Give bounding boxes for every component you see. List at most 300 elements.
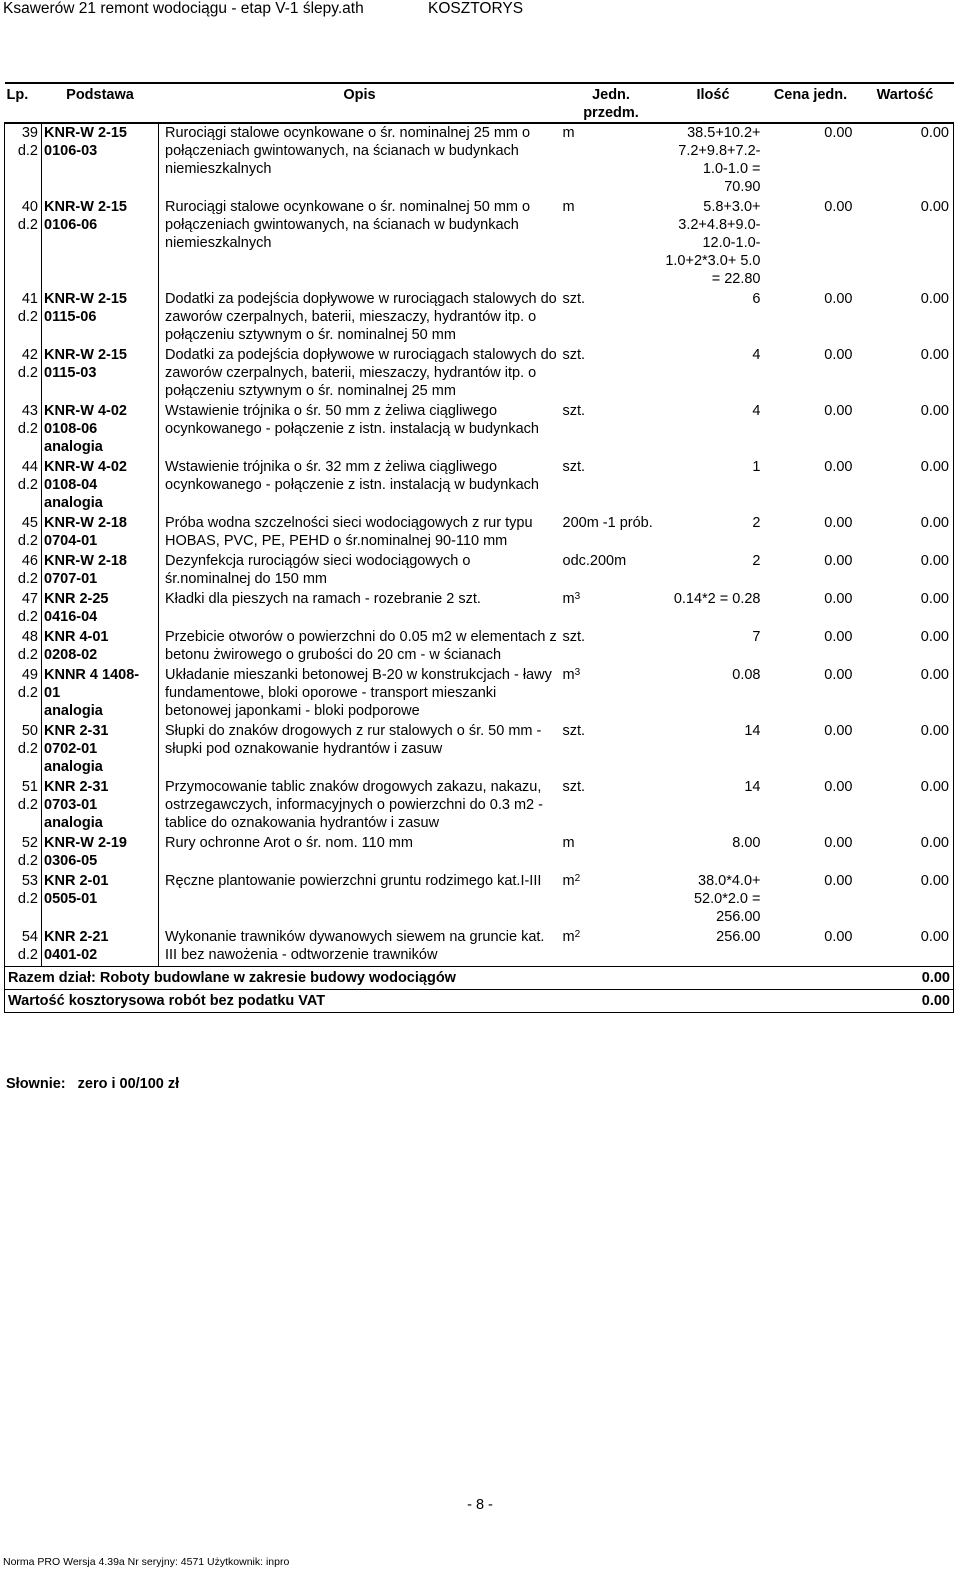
row-lp-lp: 51 — [21, 779, 38, 795]
row-podstawa-podstawa2: 0704-01 — [44, 533, 98, 549]
row-lp-lp: 54 — [21, 929, 38, 945]
row-cena — [765, 722, 857, 778]
row-opis-opis: Dezynfekcja rurociągów sieci wodociągowych o śr.nominalnej do 150 mm — [165, 553, 471, 587]
row-wartosc-wartosc: 0.00 — [920, 929, 949, 945]
software-footer: Norma PRO Wersja 4.39a Nr seryjny: 4571 Użytkownik: inpro — [3, 1556, 290, 1568]
row-jedn — [561, 722, 662, 778]
row-cena-cena: 0.00 — [824, 515, 853, 531]
row-cena — [765, 514, 857, 552]
row-lp-lp2: d.2 — [17, 143, 38, 159]
row-opis — [159, 123, 561, 198]
row-lp-lp: 42 — [21, 347, 38, 363]
row-wartosc-wartosc: 0.00 — [920, 403, 949, 419]
row-jedn — [561, 872, 662, 928]
row-jedn-jedn: szt. — [562, 403, 586, 419]
row-jedn-jedn: $m^2$ — [562, 873, 581, 889]
row-cena — [765, 458, 857, 514]
row-wartosc — [857, 928, 954, 967]
row-opis-opis: Dodatki za podejścia dopływowe w rurociągach stalowych do zaworów czerpalnych, baterii, mieszaczy, hydrantów itp. o połączeniu sztywnym o śr. nominalnej 25 mm — [165, 347, 557, 399]
row-cena — [765, 590, 857, 628]
row-lp-lp: 53 — [21, 873, 38, 889]
row-ilosc — [662, 514, 765, 552]
row-lp-lp2: d.2 — [17, 571, 38, 587]
row-podstawa-podstawa: KNR 2-01 — [44, 873, 109, 889]
row-podstawa — [42, 198, 159, 290]
row-opis — [159, 458, 561, 514]
table-row — [5, 666, 954, 722]
row-podstawa-podstawa2: 0306-05 — [44, 853, 98, 869]
row-opis-opis: Kładki dla pieszych na ramach - rozebranie 2 szt. — [165, 591, 481, 607]
row-cena — [765, 666, 857, 722]
row-podstawa-podstawa2: 0707-01 — [44, 571, 98, 587]
row-cena — [765, 628, 857, 666]
row-cena — [765, 198, 857, 290]
table-row — [5, 198, 954, 290]
row-podstawa — [42, 552, 159, 590]
row-opis — [159, 346, 561, 402]
row-podstawa-podstawa2: 01 — [44, 685, 61, 701]
row-lp — [5, 290, 42, 346]
row-wartosc — [857, 402, 954, 458]
row-ilosc — [662, 628, 765, 666]
row-wartosc-wartosc: 0.00 — [920, 515, 949, 531]
row-wartosc-wartosc: 0.00 — [920, 347, 949, 363]
row-podstawa — [42, 872, 159, 928]
row-podstawa-podstawa2: 0115-06 — [44, 309, 97, 325]
row-cena-cena: 0.00 — [824, 873, 853, 889]
row-wartosc-wartosc: 0.00 — [920, 459, 949, 475]
row-cena-cena: 0.00 — [824, 835, 853, 851]
col-header-podstawa: Podstawa — [42, 83, 159, 123]
row-opis — [159, 666, 561, 722]
table-row — [5, 872, 954, 928]
file-name: Ksawerów 21 remont wodociągu - etap V-1 ślepy.ath — [3, 0, 364, 17]
row-lp-lp: 43 — [21, 403, 38, 419]
row-lp — [5, 872, 42, 928]
row-lp-lp2: d.2 — [17, 533, 38, 549]
row-cena — [765, 123, 857, 198]
section-total-row — [5, 967, 954, 990]
row-wartosc — [857, 123, 954, 198]
page-number: - 8 - — [467, 1497, 493, 1513]
row-ilosc — [662, 123, 765, 198]
row-ilosc — [662, 290, 765, 346]
row-opis-opis: Rurociągi stalowe ocynkowane o śr. nominalnej 50 mm o połączeniach gwintowanych, na ścianach w budynkach niemieszkalnych — [165, 199, 531, 251]
row-cena-cena: 0.00 — [824, 291, 853, 307]
row-opis — [159, 628, 561, 666]
row-cena-cena: 0.00 — [824, 553, 853, 569]
row-lp-lp: 46 — [21, 553, 38, 569]
row-opis-opis: Ręczne plantowanie powierzchni gruntu rodzimego kat.I-III — [165, 873, 542, 889]
row-jedn-jedn: 200m -1 prób. — [562, 515, 653, 531]
row-cena-cena: 0.00 — [824, 629, 853, 645]
row-jedn-jedn: $m^2$ — [562, 929, 581, 945]
row-podstawa — [42, 290, 159, 346]
row-lp-lp2: d.2 — [17, 853, 38, 869]
row-jedn — [561, 123, 662, 198]
row-cena — [765, 834, 857, 872]
row-ilosc-ilosc: 14 — [744, 723, 761, 739]
row-opis — [159, 552, 561, 590]
row-ilosc — [662, 666, 765, 722]
row-podstawa-podstawa: KNR 4-01 — [44, 629, 109, 645]
row-podstawa-podstawa3: analogia — [44, 495, 103, 511]
row-lp-lp: 41 — [21, 291, 38, 307]
grand-total-row — [5, 990, 954, 1013]
row-lp-lp2: d.2 — [17, 685, 38, 701]
row-podstawa-podstawa: KNR 2-31 — [44, 723, 109, 739]
row-wartosc — [857, 872, 954, 928]
table-row — [5, 290, 954, 346]
row-lp-lp2: d.2 — [17, 309, 38, 325]
row-lp-lp: 49 — [21, 667, 38, 683]
row-jedn — [561, 346, 662, 402]
row-opis — [159, 872, 561, 928]
row-opis-opis: Próba wodna szczelności sieci wodociągowych z rur typu HOBAS, PVC, PE, PEHD o śr.nominalnej 90-110 mm — [165, 515, 533, 549]
row-opis — [159, 590, 561, 628]
amount-in-words-value: zero i 00/100 zł — [77, 1076, 180, 1092]
grand-total-value: 0.00 — [857, 990, 954, 1013]
row-podstawa — [42, 666, 159, 722]
row-cena — [765, 778, 857, 834]
row-opis — [159, 198, 561, 290]
table-row — [5, 628, 954, 666]
row-opis-opis: Wykonanie trawników dywanowych siewem na gruncie kat. III bez nawożenia - odtworzenie trawników — [165, 929, 545, 963]
row-podstawa-podstawa3: analogia — [44, 759, 103, 775]
row-wartosc-wartosc: 0.00 — [920, 873, 949, 889]
row-lp-lp: 50 — [21, 723, 38, 739]
row-ilosc — [662, 198, 765, 290]
row-lp — [5, 514, 42, 552]
row-jedn-jedn: szt. — [562, 347, 586, 363]
row-cena — [765, 402, 857, 458]
row-cena-cena: 0.00 — [824, 403, 853, 419]
row-ilosc-ilosc: 2 — [752, 515, 761, 531]
row-ilosc — [662, 552, 765, 590]
row-jedn-jedn: szt. — [562, 291, 586, 307]
row-jedn-jedn: $m^3$ — [562, 667, 581, 683]
col-header-wartosc: Wartość — [857, 83, 954, 123]
row-cena-cena: 0.00 — [824, 459, 853, 475]
row-wartosc-wartosc: 0.00 — [920, 779, 949, 795]
row-lp — [5, 198, 42, 290]
row-podstawa — [42, 458, 159, 514]
row-podstawa — [42, 514, 159, 552]
section-total-value: 0.00 — [857, 967, 954, 990]
table-row — [5, 346, 954, 402]
row-opis — [159, 402, 561, 458]
row-wartosc — [857, 834, 954, 872]
row-podstawa-podstawa: KNR-W 4-02 — [44, 403, 127, 419]
row-opis — [159, 834, 561, 872]
row-opis-opis: Słupki do znaków drogowych z rur stalowych o śr. 50 mm - słupki pod oznakowanie hydrantów i zasuw — [165, 723, 542, 757]
row-cena-cena: 0.00 — [824, 125, 853, 141]
row-jedn-jedn: szt. — [562, 629, 586, 645]
row-lp — [5, 834, 42, 872]
row-wartosc — [857, 346, 954, 402]
row-podstawa — [42, 928, 159, 967]
row-ilosc-ilosc: 0.14*2 = 0.28 — [673, 591, 761, 607]
row-ilosc-ilosc: 2 — [752, 553, 761, 569]
row-lp-lp: 40 — [21, 199, 38, 215]
section-total-label: Razem dział: Roboty budowlane w zakresie budowy wodociągów — [5, 967, 857, 990]
table-row — [5, 458, 954, 514]
row-wartosc-wartosc: 0.00 — [920, 553, 949, 569]
row-podstawa-podstawa2: 0702-01 — [44, 741, 98, 757]
table-row — [5, 590, 954, 628]
col-header-cena: Cena jedn. — [765, 83, 857, 123]
row-wartosc-wartosc: 0.00 — [920, 667, 949, 683]
row-opis — [159, 514, 561, 552]
table-row — [5, 928, 954, 967]
row-cena — [765, 290, 857, 346]
row-jedn-jedn: szt. — [562, 459, 586, 475]
row-jedn-jedn: m — [562, 835, 575, 851]
row-ilosc-ilosc: 6 — [752, 291, 761, 307]
row-wartosc — [857, 666, 954, 722]
row-opis — [159, 290, 561, 346]
table-row — [5, 552, 954, 590]
row-wartosc-wartosc: 0.00 — [920, 291, 949, 307]
row-podstawa-podstawa: KNR-W 2-15 — [44, 125, 127, 141]
row-wartosc — [857, 290, 954, 346]
row-podstawa-podstawa: KNR 2-31 — [44, 779, 109, 795]
row-cena-cena: 0.00 — [824, 929, 853, 945]
row-ilosc — [662, 834, 765, 872]
row-podstawa — [42, 722, 159, 778]
row-jedn-jedn: szt. — [562, 723, 586, 739]
row-wartosc-wartosc: 0.00 — [920, 723, 949, 739]
row-cena — [765, 872, 857, 928]
row-podstawa-podstawa2: 0106-03 — [44, 143, 98, 159]
row-lp — [5, 402, 42, 458]
row-ilosc — [662, 590, 765, 628]
row-podstawa-podstawa: KNR 2-21 — [44, 929, 109, 945]
row-lp — [5, 778, 42, 834]
row-jedn — [561, 928, 662, 967]
row-wartosc — [857, 458, 954, 514]
row-lp-lp2: d.2 — [17, 741, 38, 757]
row-wartosc — [857, 778, 954, 834]
row-podstawa-podstawa3: analogia — [44, 815, 103, 831]
table-row — [5, 123, 954, 198]
amount-in-words — [6, 1075, 179, 1093]
row-ilosc — [662, 458, 765, 514]
row-wartosc — [857, 514, 954, 552]
row-jedn — [561, 552, 662, 590]
row-cena-cena: 0.00 — [824, 667, 853, 683]
cost-estimate-table — [4, 82, 954, 1013]
row-jedn — [561, 198, 662, 290]
row-lp-lp2: d.2 — [17, 477, 38, 493]
row-podstawa — [42, 590, 159, 628]
row-jedn — [561, 458, 662, 514]
row-ilosc-ilosc: 38.5+10.2+ 7.2+9.8+7.2- 1.0-1.0 = 70.90 — [678, 125, 761, 195]
row-lp — [5, 458, 42, 514]
col-header-jedn: Jedn. przedm. — [561, 83, 662, 123]
row-cena-cena: 0.00 — [824, 347, 853, 363]
row-wartosc — [857, 628, 954, 666]
row-lp — [5, 123, 42, 198]
row-ilosc-ilosc: 0.08 — [732, 667, 761, 683]
row-jedn — [561, 778, 662, 834]
row-opis-opis: Dodatki za podejścia dopływowe w rurociągach stalowych do zaworów czerpalnych, baterii, mieszaczy, hydrantów itp. o połączeniu sztywnym o śr. nominalnej 50 mm — [165, 291, 557, 343]
row-lp-lp: 45 — [21, 515, 38, 531]
row-wartosc-wartosc: 0.00 — [920, 125, 949, 141]
row-lp — [5, 590, 42, 628]
row-jedn-jedn: m — [562, 199, 575, 215]
row-podstawa-podstawa: KNNR 4 1408- — [44, 667, 140, 683]
row-jedn — [561, 834, 662, 872]
row-jedn-jedn: $m^3$ — [562, 591, 581, 607]
row-opis-opis: Układanie mieszanki betonowej B-20 w konstrukcjach - ławy fundamentowe, bloki oporowe - transport mieszanki betonowej japonkami - bloki podporowe — [165, 667, 552, 719]
row-jedn-jedn: m — [562, 125, 575, 141]
row-podstawa-podstawa: KNR-W 4-02 — [44, 459, 127, 475]
page-header — [0, 0, 960, 20]
row-podstawa-podstawa2: 0108-06 — [44, 421, 98, 437]
row-jedn — [561, 590, 662, 628]
row-jedn — [561, 402, 662, 458]
row-jedn — [561, 514, 662, 552]
row-ilosc-ilosc: 4 — [752, 347, 761, 363]
row-lp — [5, 628, 42, 666]
row-podstawa-podstawa: KNR-W 2-15 — [44, 199, 127, 215]
row-opis-opis: Wstawienie trójnika o śr. 32 mm z żeliwa ciągliwego ocynkowanego - połączenie z istn. instalacją w budynkach — [165, 459, 539, 493]
row-lp-lp2: d.2 — [17, 217, 38, 233]
table-header-row — [5, 83, 954, 123]
row-wartosc — [857, 198, 954, 290]
row-podstawa-podstawa3: analogia — [44, 439, 103, 455]
grand-total-label: Wartość kosztorysowa robót bez podatku VAT — [5, 990, 857, 1013]
row-ilosc-ilosc: 4 — [752, 403, 761, 419]
row-lp-lp2: d.2 — [17, 947, 38, 963]
table-row — [5, 514, 954, 552]
row-ilosc — [662, 928, 765, 967]
row-podstawa-podstawa2: 0416-04 — [44, 609, 98, 625]
row-opis-opis: Przebicie otworów o powierzchni do 0.05 m2 w elementach z betonu żwirowego o grubości do 20 cm - w ścianach — [165, 629, 557, 663]
row-lp — [5, 666, 42, 722]
row-wartosc — [857, 722, 954, 778]
row-podstawa — [42, 346, 159, 402]
row-podstawa — [42, 402, 159, 458]
row-ilosc-ilosc: 7 — [752, 629, 761, 645]
col-header-lp: Lp. — [5, 83, 42, 123]
row-lp — [5, 346, 42, 402]
table-row — [5, 722, 954, 778]
row-lp-lp2: d.2 — [17, 421, 38, 437]
row-ilosc — [662, 402, 765, 458]
row-ilosc — [662, 346, 765, 402]
row-podstawa-podstawa2: 0401-02 — [44, 947, 98, 963]
row-podstawa — [42, 778, 159, 834]
row-jedn-jedn: odc.200m — [562, 553, 627, 569]
row-podstawa-podstawa: KNR-W 2-15 — [44, 291, 127, 307]
row-wartosc-wartosc: 0.00 — [920, 629, 949, 645]
table-row — [5, 778, 954, 834]
row-podstawa-podstawa: KNR-W 2-18 — [44, 515, 127, 531]
row-ilosc-ilosc: 8.00 — [732, 835, 761, 851]
row-podstawa — [42, 628, 159, 666]
row-lp-lp: 52 — [21, 835, 38, 851]
row-wartosc-wartosc: 0.00 — [920, 591, 949, 607]
table-row — [5, 834, 954, 872]
row-lp-lp: 44 — [21, 459, 38, 475]
row-opis-opis: Rury ochronne Arot o śr. nom. 110 mm — [165, 835, 413, 851]
row-podstawa — [42, 123, 159, 198]
row-wartosc-wartosc: 0.00 — [920, 199, 949, 215]
row-opis — [159, 928, 561, 967]
row-cena-cena: 0.00 — [824, 723, 853, 739]
row-podstawa-podstawa3: analogia — [44, 703, 103, 719]
row-opis — [159, 722, 561, 778]
row-lp-lp2: d.2 — [17, 609, 38, 625]
row-lp — [5, 552, 42, 590]
row-wartosc — [857, 552, 954, 590]
row-lp-lp: 39 — [21, 125, 38, 141]
row-lp — [5, 722, 42, 778]
row-lp-lp2: d.2 — [17, 797, 38, 813]
row-ilosc — [662, 872, 765, 928]
row-ilosc-ilosc: 38.0*4.0+ 52.0*2.0 = 256.00 — [693, 873, 761, 925]
col-header-ilosc: Ilość — [662, 83, 765, 123]
amount-in-words-label: Słownie: — [6, 1076, 66, 1092]
row-podstawa-podstawa: KNR-W 2-18 — [44, 553, 127, 569]
row-wartosc — [857, 590, 954, 628]
row-opis-opis: Rurociągi stalowe ocynkowane o śr. nominalnej 25 mm o połączeniach gwintowanych, na ścianach w budynkach niemieszkalnych — [165, 125, 531, 177]
row-ilosc — [662, 778, 765, 834]
row-podstawa-podstawa: KNR 2-25 — [44, 591, 109, 607]
row-podstawa — [42, 834, 159, 872]
document-type: KOSZTORYS — [428, 0, 524, 17]
row-jedn — [561, 290, 662, 346]
row-ilosc-ilosc: 256.00 — [716, 929, 761, 945]
row-podstawa-podstawa2: 0505-01 — [44, 891, 98, 907]
row-ilosc-ilosc: 14 — [744, 779, 761, 795]
row-cena — [765, 552, 857, 590]
row-lp — [5, 928, 42, 967]
row-opis-opis: Przymocowanie tablic znaków drogowych zakazu, nakazu, ostrzegawczych, informacyjnych o powierzchni do 0.3 m2 - tablice do oznakowania hydrantów i zasuw — [165, 779, 543, 831]
row-cena-cena: 0.00 — [824, 779, 853, 795]
row-ilosc-ilosc: 5.8+3.0+ 3.2+4.8+9.0- 12.0-1.0- 1.0+2*3.0+ 5.0 = 22.80 — [665, 199, 761, 287]
col-header-opis: Opis — [159, 83, 561, 123]
row-jedn — [561, 628, 662, 666]
row-cena — [765, 928, 857, 967]
row-ilosc-ilosc: 1 — [752, 459, 761, 475]
row-lp-lp: 47 — [21, 591, 38, 607]
row-lp-lp2: d.2 — [17, 891, 38, 907]
row-podstawa-podstawa2: 0703-01 — [44, 797, 98, 813]
row-podstawa-podstawa2: 0108-04 — [44, 477, 98, 493]
table-row — [5, 402, 954, 458]
row-podstawa-podstawa2: 0106-06 — [44, 217, 98, 233]
row-podstawa-podstawa2: 0208-02 — [44, 647, 98, 663]
row-opis-opis: Wstawienie trójnika o śr. 50 mm z żeliwa ciągliwego ocynkowanego - połączenie z istn. instalacją w budynkach — [165, 403, 539, 437]
row-podstawa-podstawa: KNR-W 2-15 — [44, 347, 127, 363]
row-jedn-jedn: szt. — [562, 779, 586, 795]
row-cena-cena: 0.00 — [824, 591, 853, 607]
row-lp-lp2: d.2 — [17, 647, 38, 663]
row-ilosc — [662, 722, 765, 778]
row-podstawa-podstawa2: 0115-03 — [44, 365, 97, 381]
row-jedn — [561, 666, 662, 722]
row-opis — [159, 778, 561, 834]
row-cena-cena: 0.00 — [824, 199, 853, 215]
row-lp-lp2: d.2 — [17, 365, 38, 381]
row-lp-lp: 48 — [21, 629, 38, 645]
row-cena — [765, 346, 857, 402]
row-wartosc-wartosc: 0.00 — [920, 835, 949, 851]
row-podstawa-podstawa: KNR-W 2-19 — [44, 835, 127, 851]
